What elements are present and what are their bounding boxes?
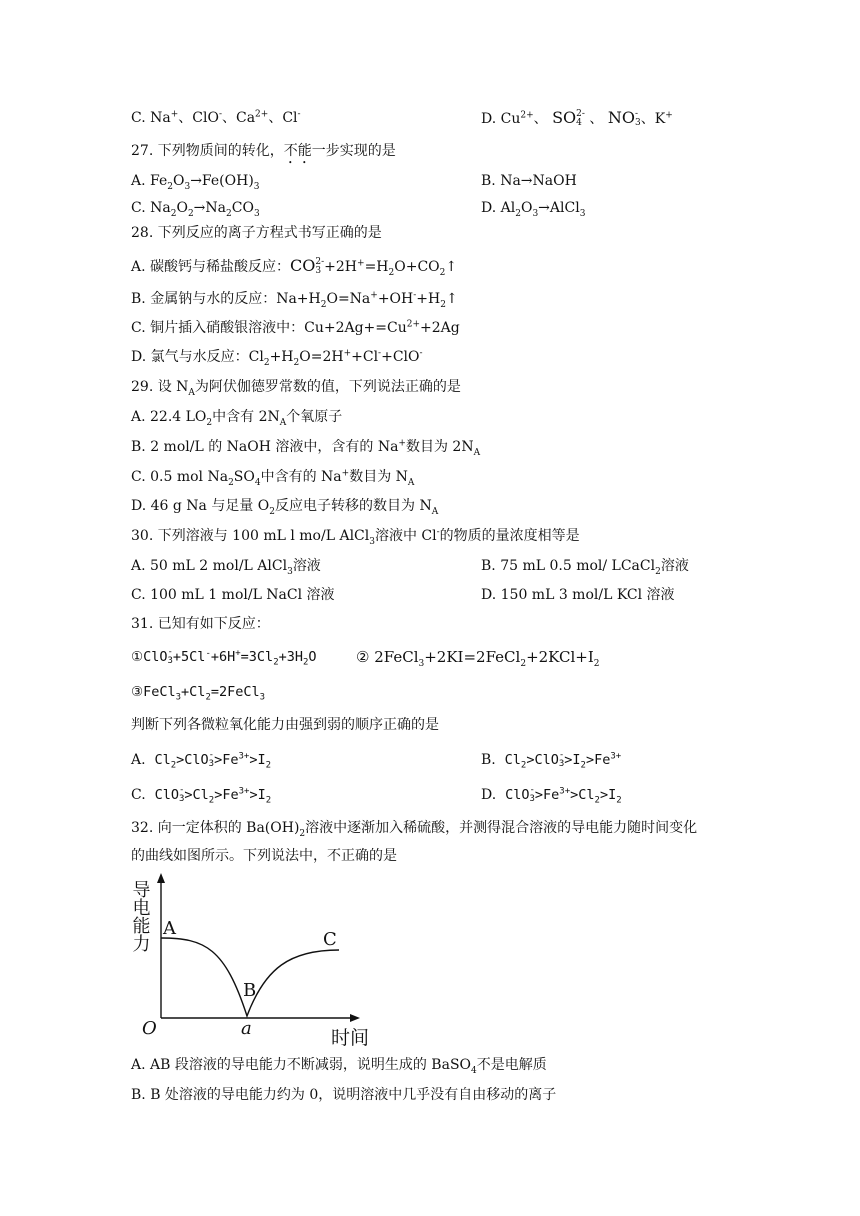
q31-reaction-1: ①ClO- $3+5Cl^-+6H^+=3Cl_2+3H_2O$: [131, 647, 317, 668]
q31-option-a: A. $Cl_2>ClO-$ $3>Fe^{3+}>I_2$: [131, 750, 272, 771]
q31-judge: 判断下列各微粒氧化能力由强到弱的顺序正确的是: [131, 717, 439, 733]
q31-reaction-3: $③FeCl_3+Cl_2=2FeCl_3$: [131, 684, 266, 703]
q28-stem: 28. 下列反应的离子方程式书写正确的是: [131, 225, 382, 241]
point-b-label: B: [243, 980, 257, 1001]
q30-stem: 30. 下列溶液与 100 mL l mo/L AlCl$_3$溶液中 Cl-的物质的量浓度相等是: [131, 527, 580, 547]
q27-option-a: A. $Fe_2O_3\to Fe(OH)_3$: [131, 173, 260, 192]
q30-option-a: A. 50 mL 2 mol/L AlCl$_3$溶液: [131, 558, 321, 577]
q31-stem: 31. 已知有如下反应：: [131, 616, 270, 632]
x-axis-label: 时间: [331, 1027, 370, 1049]
q27-stem: 27. 下列物质间的转化，不能一步实现的是: [131, 143, 396, 159]
q29-option-b: B. 2 mol/L 的 NaOH 溶液中，含有的 Na+数目为 $2N_A$: [131, 438, 481, 458]
x-axis-arrow: [350, 1014, 360, 1022]
q26-option-c: C. Na+、ClO-、$Ca^{2+}$、Cl-: [131, 109, 301, 126]
q27-option-b: B. Na→NaOH: [481, 173, 577, 189]
q31-option-b: B. $Cl_2>ClO-$ $3>I_2>Fe^{3+}$: [481, 750, 622, 771]
conductivity-curve: [161, 938, 339, 1016]
point-a-label: A: [163, 918, 176, 939]
x-tick-a-label: a: [241, 1018, 252, 1039]
q29-option-c: C. 0.5 mol $Na_2SO_4$中含有的 Na+数目为 $N_A$: [131, 468, 415, 488]
q30-option-d: D. 150 mL 3 mol/L KCl 溶液: [481, 587, 675, 603]
y-axis-arrow: [157, 873, 165, 883]
q28-option-a: A. 碳酸钙与稀盐酸反应：CO2- $3 +2H^+=H_2O+CO_2↑$: [131, 256, 458, 278]
q29-option-d: D. 46 g Na 与足量 $O_2$反应电子转移的数目为 $N_A$: [131, 498, 439, 517]
q29-option-a: A. 22.4 $LO_2$中含有 $2N_A$个氧原子: [131, 409, 343, 428]
q28-option-d: D. 氯气与水反应：$Cl_2+H_2O=2H^++Cl^-+ClO^-$: [131, 348, 423, 368]
conductivity-graph: [125, 868, 395, 1053]
origin-label: O: [142, 1018, 157, 1039]
q30-option-b: B. 75 mL 0.5 mol/ LCaCl$_2$溶液: [481, 558, 689, 577]
q31-option-d: D. ClO- $3>Fe^{3+}>Cl_2>I_2$: [481, 785, 622, 806]
point-c-label: C: [323, 929, 337, 950]
q28-option-b: B. 金属钠与水的反应：$Na+H_2O=Na^++OH^-+H_2↑$: [131, 290, 458, 310]
q32-option-b: B. B 处溶液的导电能力约为 0，说明溶液中几乎没有自由移动的离子: [131, 1087, 557, 1103]
q31-reaction-2: ② $2FeCl_3+2KI=2FeCl_2+2KCl+I_2$: [356, 648, 600, 669]
q28-option-c: C. 铜片插入硝酸银溶液中：$Cu+2Ag+=Cu^{2+}+2Ag$: [131, 319, 460, 336]
q30-option-c: C. 100 mL 1 mol/L NaCl 溶液: [131, 587, 335, 603]
q29-stem: 29. 设 $N_A$为阿伏伽德罗常数的值，下列说法正确的是: [131, 379, 461, 398]
q31-option-c: C. ClO- $3>Cl_2>Fe^{3+}>I_2$: [131, 785, 272, 806]
q27-option-c: C. $Na_2O_2\to Na_2CO_3$: [131, 200, 260, 219]
y-axis-label: 导电能力: [129, 880, 151, 952]
q32-stem-line1: 32. 向一定体积的 $Ba(OH)_2$溶液中逐渐加入稀硫酸，并测得混合溶液的导电能力随时间变化: [131, 820, 698, 839]
q32-option-a: A. AB 段溶液的导电能力不断减弱，说明生成的 BaSO$_4$不是电解质: [131, 1057, 547, 1076]
q26-option-d: D. $Cu^{2+}$、 SO2- 4 、 NO- 3、K+: [481, 108, 673, 128]
q32-stem-line2: 的曲线如图所示。下列说法中，不正确的是: [131, 848, 397, 864]
q27-option-d: D. $Al_2O_3\to AlCl_3$: [481, 200, 586, 219]
